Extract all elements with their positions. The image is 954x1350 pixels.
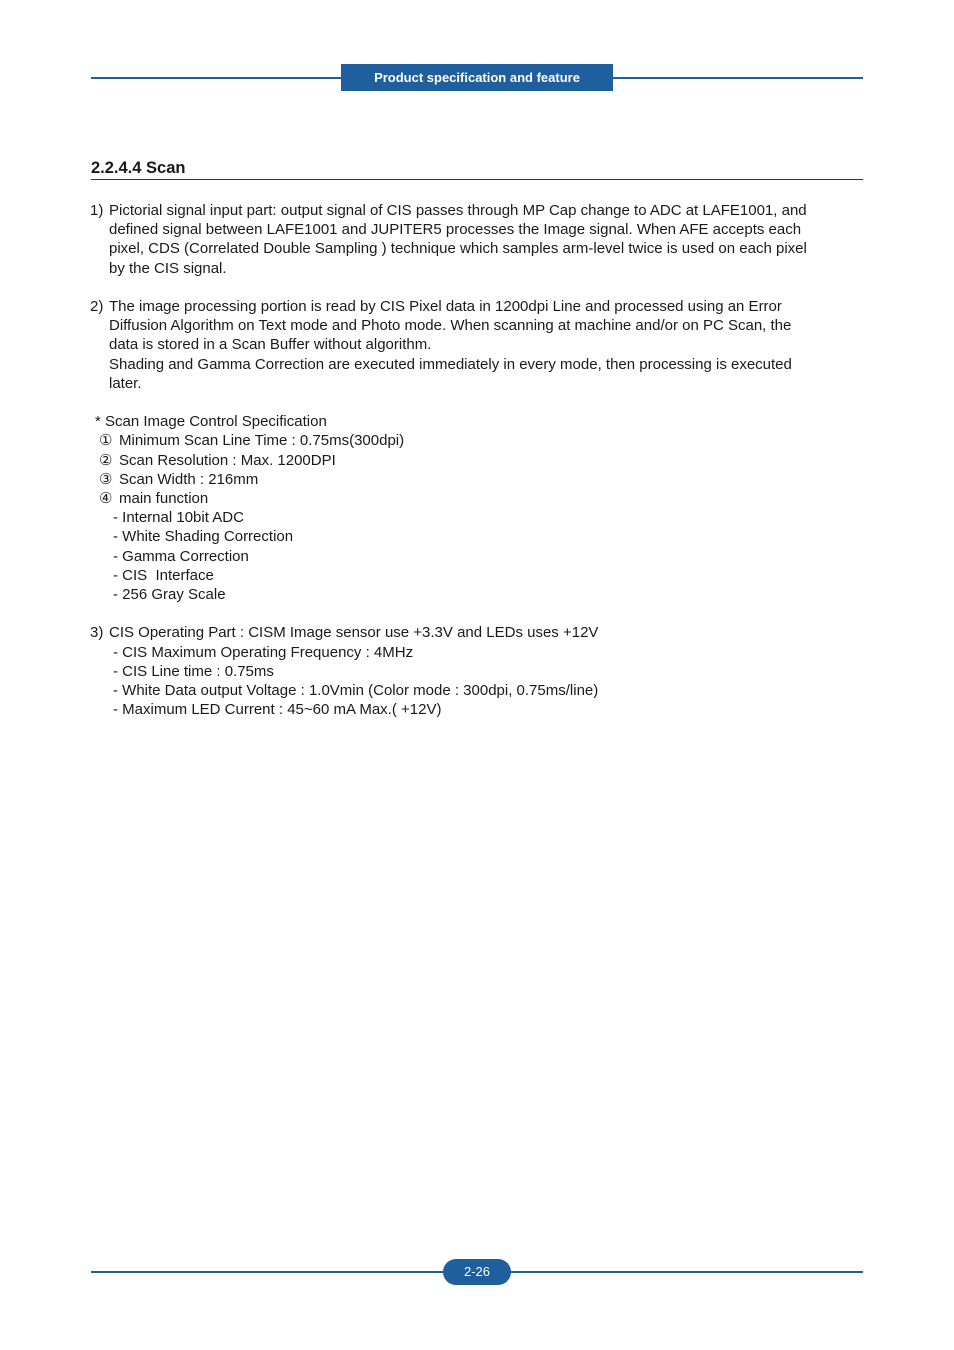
cis-item: - Maximum LED Current : 45~60 mA Max.( +12V) (113, 701, 442, 719)
cis-item: - CIS Maximum Operating Frequency : 4MHz (113, 643, 414, 661)
spec-text: Scan Resolution : Max. 1200DPI (119, 451, 336, 469)
paragraph-line: Pictorial signal input part: output signal of CIS passes through MP Cap change to ADC at LAFE1001, and (109, 202, 807, 219)
spec-marker: ② (99, 451, 113, 469)
spec-heading: * Scan Image Control Specification (95, 413, 327, 431)
cis-item: - CIS Line time : 0.75ms (113, 662, 274, 680)
function-item: - Internal 10bit ADC (113, 509, 244, 527)
function-item: - Gamma Correction (113, 547, 249, 565)
paragraph-number: 2) (90, 298, 104, 315)
header-tab: Product specification and feature (341, 64, 613, 91)
paragraph-line: The image processing portion is read by CIS Pixel data in 1200dpi Line and processed using an Error (109, 298, 782, 315)
spec-text: main function (119, 490, 209, 508)
spec-item (90, 489, 860, 508)
paragraph-line: later. (109, 374, 142, 392)
paragraph-1 (90, 201, 860, 278)
paragraph-line: Shading and Gamma Correction are executed immediately in every mode, then processing is executed (109, 355, 792, 373)
spec-text: Scan Width : 216mm (119, 470, 259, 488)
spec-item (90, 470, 860, 489)
paragraph-3 (90, 623, 860, 642)
paragraph-line: defined signal between LAFE1001 and JUPITER5 processes the Image signal. When AFE accepts each (109, 221, 802, 239)
paragraph-line: by the CIS signal. (109, 259, 227, 277)
paragraph-number: 1) (90, 202, 104, 219)
page-content (90, 201, 860, 719)
paragraph-line: pixel, CDS (Correlated Double Sampling ) technique which samples arm-level twice is used on each pixel (109, 240, 807, 258)
spec-item (90, 451, 860, 470)
function-item: - 256 Gray Scale (113, 586, 226, 604)
function-item: - CIS Interface (113, 566, 214, 584)
paragraph-number: 3) (90, 624, 104, 642)
section-title: 2.2.4.4 Scan (91, 158, 863, 180)
paragraph-2 (90, 297, 860, 393)
function-item: - White Shading Correction (113, 528, 294, 546)
spec-marker: ④ (99, 490, 113, 508)
paragraph-line: CIS Operating Part : CISM Image sensor use +3.3V and LEDs uses +12V (109, 624, 599, 642)
paragraph-line: data is stored in a Scan Buffer without algorithm. (109, 336, 432, 354)
spec-item (90, 431, 860, 450)
paragraph-line: Diffusion Algorithm on Text mode and Photo mode. When scanning at machine and/or on PC Scan, the (109, 317, 792, 335)
page-number: 2-26 (443, 1259, 511, 1285)
spec-text: Minimum Scan Line Time : 0.75ms(300dpi) (119, 432, 405, 450)
spec-marker: ③ (99, 470, 113, 488)
spec-marker: ① (99, 432, 113, 450)
cis-item: - White Data output Voltage : 1.0Vmin (Color mode : 300dpi, 0.75ms/line) (113, 682, 599, 700)
